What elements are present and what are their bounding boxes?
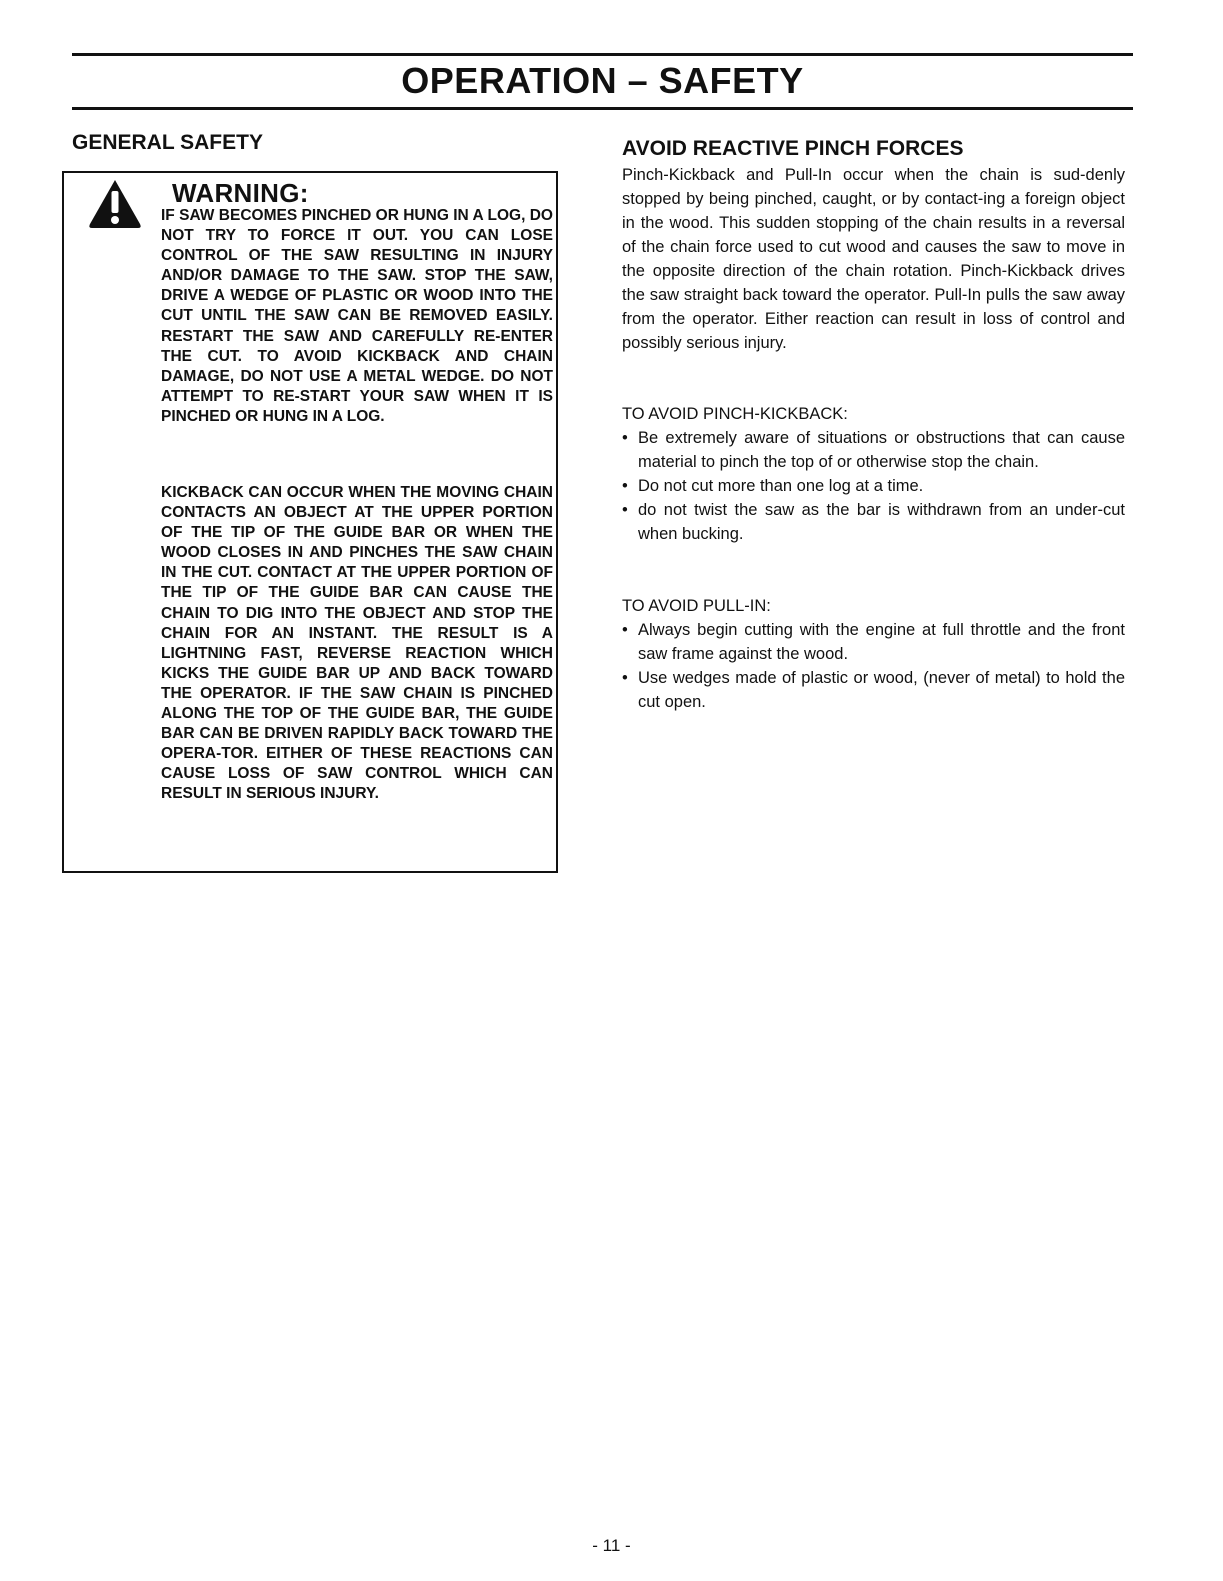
avoid-pull-in-list bbox=[622, 618, 1125, 714]
pinch-forces-intro-block bbox=[622, 136, 1125, 355]
list-item-text: Always begin cutting with the engine at full throttle and the front saw frame against the wood. bbox=[638, 621, 1125, 663]
page-title: OPERATION – SAFETY bbox=[401, 60, 804, 101]
warning-title: WARNING: bbox=[172, 178, 309, 208]
general-safety-heading: GENERAL SAFETY bbox=[72, 131, 263, 154]
avoid-pull-in-block bbox=[622, 594, 1125, 714]
header-rule-bottom bbox=[72, 107, 1133, 110]
list-item bbox=[622, 666, 1125, 714]
bullet-icon: • bbox=[622, 477, 628, 495]
bullet-icon: • bbox=[622, 669, 628, 687]
avoid-pinch-kickback-list bbox=[622, 426, 1125, 546]
bullet-icon: • bbox=[622, 429, 628, 447]
bullet-icon: • bbox=[622, 501, 628, 519]
list-item bbox=[622, 618, 1125, 666]
list-item-text: Use wedges made of plastic or wood, (never of metal) to hold the cut open. bbox=[638, 669, 1125, 711]
list-item bbox=[622, 474, 1125, 498]
list-item-text: Be extremely aware of situations or obstructions that can cause material to pinch the top of or otherwise stop the chain. bbox=[638, 429, 1125, 471]
pinch-forces-intro: Pinch-Kickback and Pull-In occur when the chain is sud-denly stopped by being pinched, caught, or by contact-ing a foreign object in the wood. This sudden stopping of the chain results in a reversal of the chain force used to cut wood and causes the saw to move in the opposite direction of the chain rotation. Pinch-Kickback drives the saw straight back toward the operator. Pull-In pulls the saw away from the operator. Either reaction can result in loss of control and possibly serious injury. bbox=[622, 166, 1125, 352]
warning-box bbox=[62, 171, 558, 873]
header-rule-top bbox=[72, 53, 1133, 56]
general-safety-column bbox=[62, 130, 562, 156]
avoid-pull-in-subhead: TO AVOID PULL-IN: bbox=[622, 597, 771, 615]
avoid-pinch-kickback-subhead: TO AVOID PINCH-KICKBACK: bbox=[622, 405, 848, 423]
pinch-forces-heading: AVOID REACTIVE PINCH FORCES bbox=[622, 137, 964, 160]
warning-paragraph-pinched: IF SAW BECOMES PINCHED OR HUNG IN A LOG, DO NOT TRY TO FORCE IT OUT. YOU CAN LOSE CONTROL OF THE SAW RESULTING IN INJURY AND/OR DAMAGE TO THE SAW. STOP THE SAW, DRIVE A WEDGE OF PLASTIC OR WOOD INTO THE CUT UNTIL THE SAW CAN BE REMOVED EASILY. RESTART THE SAW AND CAREFULLY RE-ENTER THE CUT. TO AVOID KICKBACK AND CHAIN DAMAGE, DO NOT USE A METAL WEDGE. DO NOT ATTEMPT TO RE-START YOUR SAW WHEN IT IS PINCHED OR HUNG IN A LOG. bbox=[161, 207, 553, 425]
list-item bbox=[622, 498, 1125, 546]
avoid-pinch-kickback-block bbox=[622, 402, 1125, 546]
page-number: - 11 - bbox=[592, 1536, 631, 1555]
warning-triangle-icon bbox=[88, 177, 142, 239]
list-item-text: Do not cut more than one log at a time. bbox=[638, 477, 924, 495]
warning-paragraph-kickback: KICKBACK CAN OCCUR WHEN THE MOVING CHAIN CONTACTS AN OBJECT AT THE UPPER PORTION OF THE TIP OF THE GUIDE BAR OR WHEN THE WOOD CLOSES IN AND PINCHES THE SAW CHAIN IN THE CUT. CONTACT AT THE UPPER PORTION OF THE TIP OF THE GUIDE BAR CAN CAUSE THE CHAIN TO DIG INTO THE OBJECT AND STOP THE CHAIN FOR AN INSTANT. THE RESULT IS A LIGHTNING FAST, REVERSE REACTION WHICH KICKS THE GUIDE BAR UP AND BACK TOWARD THE OPERATOR. IF THE SAW CHAIN IS PINCHED ALONG THE TOP OF THE GUIDE BAR, THE GUIDE BAR CAN BE DRIVEN RAPIDLY BACK TOWARD THE OPERA-TOR. EITHER OF THESE REACTIONS CAN CAUSE LOSS OF SAW CONTROL WHICH CAN RESULT IN SERIOUS INJURY. bbox=[161, 484, 553, 803]
list-item-text: do not twist the saw as the bar is withdrawn from an under-cut when bucking. bbox=[638, 501, 1125, 543]
bullet-icon: • bbox=[622, 621, 628, 639]
list-item bbox=[622, 426, 1125, 474]
